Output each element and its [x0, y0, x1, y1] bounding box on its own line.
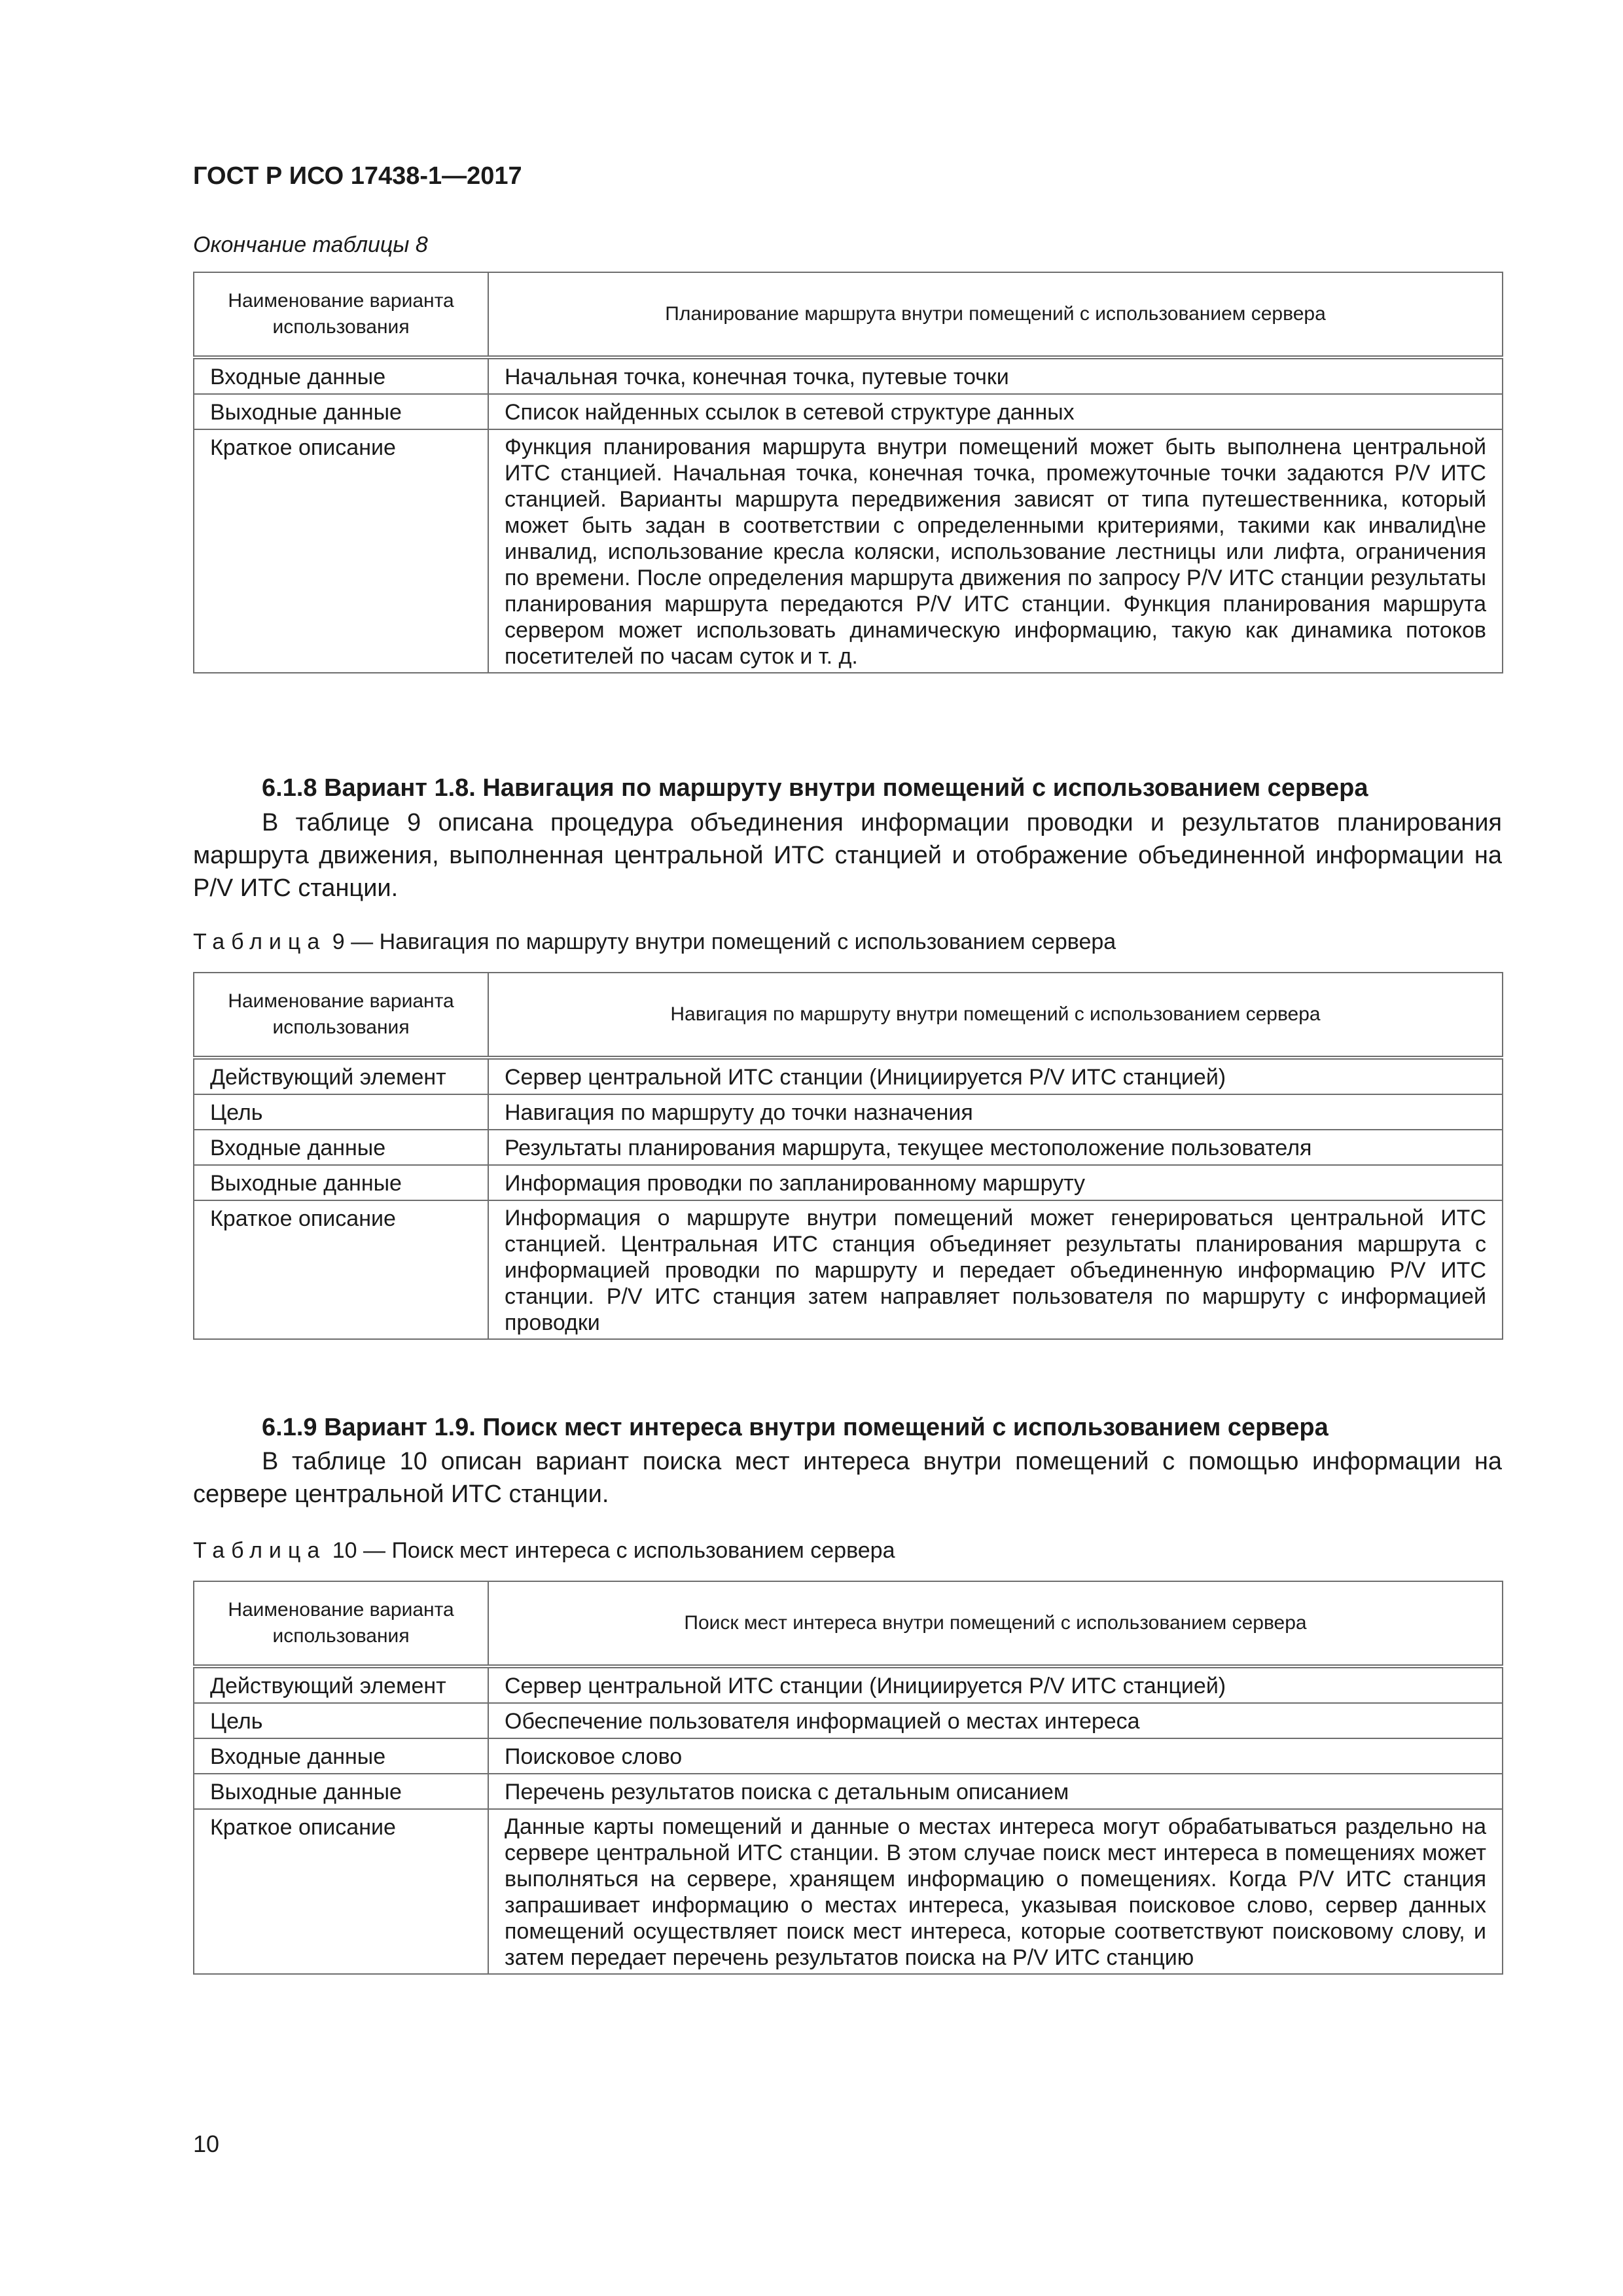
table-row: [194, 1738, 1503, 1774]
table-row: [194, 357, 1503, 394]
row-value: Список найденных ссылок в сетевой структуре данных: [488, 394, 1503, 429]
section-6-1-9-title: 6.1.9 Вариант 1.9. Поиск мест интереса внутри помещений с использованием сервера: [262, 1414, 1329, 1441]
table-9-col-header: Наименование варианта использования: [194, 973, 488, 1058]
table-row: [194, 1774, 1503, 1809]
table-row: [194, 394, 1503, 429]
row-label: Выходные данные: [194, 1165, 488, 1200]
table-10-caption-word: Таблица: [193, 1538, 327, 1563]
row-label: Цель: [194, 1094, 488, 1130]
table8-continuation-caption: Окончание таблицы 8: [193, 232, 428, 257]
table-10-caption-text: 10 — Поиск мест интереса с использованием сервера: [332, 1538, 895, 1563]
table-8: [193, 272, 1503, 673]
table-row: [194, 1130, 1503, 1165]
row-value: Информация проводки по запланированному маршруту: [488, 1165, 1503, 1200]
table-9-caption-word: Таблица: [193, 929, 327, 954]
table-row: [194, 1165, 1503, 1200]
row-value: Поисковое слово: [488, 1738, 1503, 1774]
row-value: Перечень результатов поиска с детальным описанием: [488, 1774, 1503, 1809]
table-10-caption: [193, 1538, 895, 1564]
table-10: [193, 1581, 1503, 1975]
table-row: [194, 429, 1503, 673]
row-label: Действующий элемент: [194, 1058, 488, 1094]
section-6-1-8-title: 6.1.8 Вариант 1.8. Навигация по маршруту внутри помещений с использованием сервера: [262, 774, 1368, 802]
row-label: Выходные данные: [194, 394, 488, 429]
table-row: [194, 1809, 1503, 1974]
table-row: [194, 1058, 1503, 1094]
row-value: Сервер центральной ИТС станции (Инициируется P/V ИТС станцией): [488, 1058, 1503, 1094]
table-9-caption-text: 9 — Навигация по маршруту внутри помещений с использованием сервера: [332, 929, 1116, 954]
row-label: Входные данные: [194, 1130, 488, 1165]
row-value: Информация о маршруте внутри помещений может генерироваться центральной ИТС станцией. Центральная ИТС станция объединяет результаты планирования маршрута с информацией проводки по маршруту и передает объединенную информацию P/V ИТС станции. P/V ИТС станция затем направляет пользователя по маршруту с информацией проводки: [488, 1200, 1503, 1339]
table-10-title: Поиск мест интереса внутри помещений с использованием сервера: [488, 1581, 1503, 1666]
row-value: Начальная точка, конечная точка, путевые точки: [488, 357, 1503, 394]
row-value: Функция планирования маршрута внутри помещений может быть выполнена центральной ИТС станцией. Начальная точка, конечная точка, промежуточные точки задаются P/V ИТС станцией. Варианты маршрута передвижения зависят от типа путешественника, который может быть задан в соответствии с определенными критериями, такими как инвалид\не инвалид, использование кресла коляски, использование лестницы или лифта, ограничения по времени. После определения маршрута движения по запросу P/V ИТС станции результаты планирования маршрута передаются P/V ИТС станции. Функция планирования маршрута сервером может использовать динамическую информацию, такую как динамика потоков посетителей по часам суток и т. д.: [488, 429, 1503, 673]
standard-header: ГОСТ Р ИСО 17438-1—2017: [193, 162, 522, 190]
row-label: Цель: [194, 1703, 488, 1738]
table-8-col-header: Наименование варианта использования: [194, 272, 488, 357]
table-9-caption: [193, 929, 1116, 955]
row-label: Выходные данные: [194, 1774, 488, 1809]
table-row: [194, 1200, 1503, 1339]
table-row: [194, 1703, 1503, 1738]
row-label: Краткое описание: [194, 429, 488, 673]
row-value: Навигация по маршруту до точки назначения: [488, 1094, 1503, 1130]
row-label: Краткое описание: [194, 1200, 488, 1339]
table-row: [194, 1094, 1503, 1130]
row-value: Данные карты помещений и данные о местах интереса могут обрабатываться раздельно на сервере центральной ИТС станции. В этом случае поиск мест интереса в помещениях может выполняться на сервере, хранящем информацию о помещениях. Когда P/V ИТС станция запрашивает информацию о местах интереса, указывая поисковое слово, сервер данных помещений осуществляет поиск мест интереса, которые соответствуют поисковому слову, и затем передает перечень результатов поиска на P/V ИТС станцию: [488, 1809, 1503, 1974]
row-label: Входные данные: [194, 357, 488, 394]
table-9: [193, 972, 1503, 1340]
section-6-1-9-text: В таблице 10 описан вариант поиска мест интереса внутри помещений с помощью информации на сервере центральной ИТС станции.: [193, 1448, 1502, 1508]
table-10-col-header: Наименование варианта использования: [194, 1581, 488, 1666]
row-value: Результаты планирования маршрута, текущее местоположение пользователя: [488, 1130, 1503, 1165]
table-row: [194, 1666, 1503, 1703]
row-label: Действующий элемент: [194, 1666, 488, 1703]
table-8-title: Планирование маршрута внутри помещений с использованием сервера: [488, 272, 1503, 357]
table-9-title: Навигация по маршруту внутри помещений с использованием сервера: [488, 973, 1503, 1058]
row-label: Краткое описание: [194, 1809, 488, 1974]
page-number: 10: [193, 2130, 220, 2157]
row-value: Обеспечение пользователя информацией о местах интереса: [488, 1703, 1503, 1738]
section-6-1-8-text: В таблице 9 описана процедура объединения информации проводки и результатов планирования маршрута движения, выполненная центральной ИТС станцией и отображение объединенной информации на P/V ИТС станции.: [193, 809, 1502, 902]
row-label: Входные данные: [194, 1738, 488, 1774]
row-value: Сервер центральной ИТС станции (Инициируется P/V ИТС станцией): [488, 1666, 1503, 1703]
